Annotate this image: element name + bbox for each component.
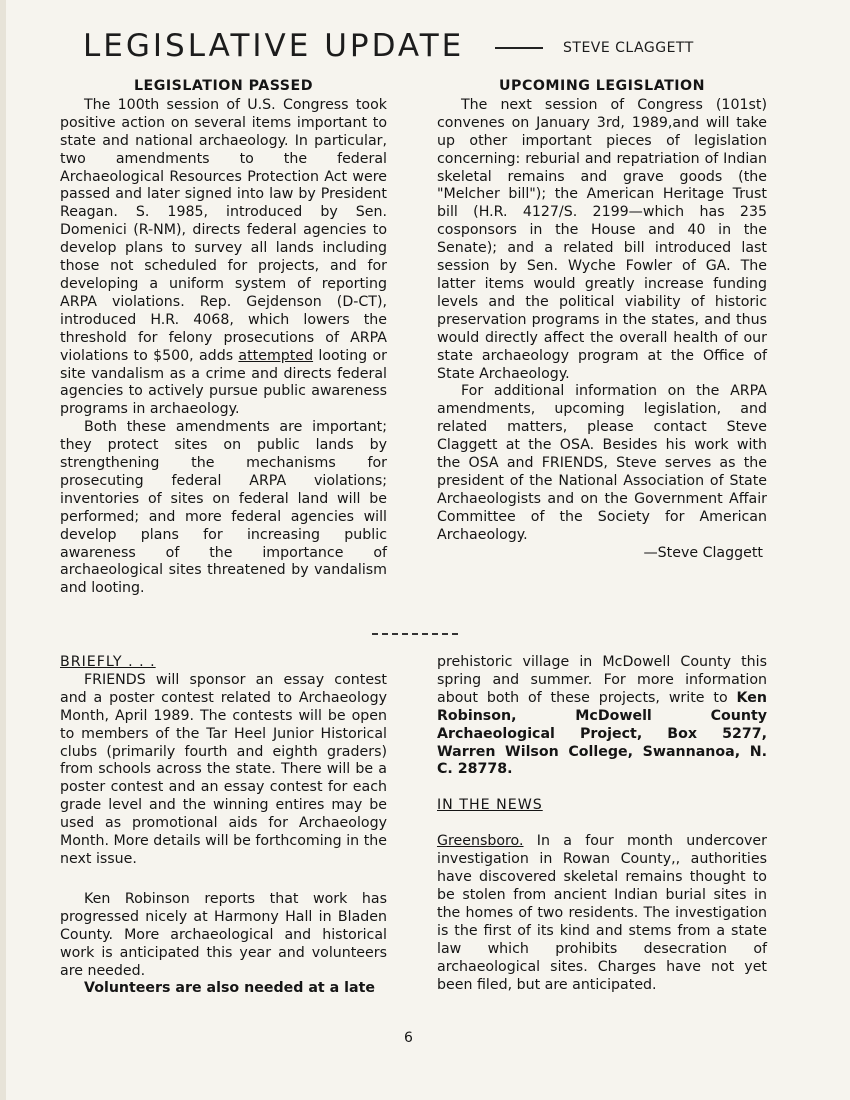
upcoming-legislation-column: [437, 78, 767, 562]
paragraph-text: prehistoric village in McDowell County this spring and summer. For more information about both of these projects, write to: [437, 654, 767, 706]
legislation-passed-column: [60, 78, 387, 598]
briefly-continued-column: [437, 654, 767, 994]
upcoming-legislation-paragraph-1: The next session of Congress (101st) convenes on January 3rd, 1989,and will take up other important pieces of legislation concerning: reburial and repatriation of Indian skeletal remains and grave goods (the "Melcher bill"); the American Heritage Trust bill (H.R. 4127/S. 2199—which has 235 cosponsors in the House and 40 in the Senate); and a related bill introduced last session by Sen. Wyche Fowler of GA. The latter items would greatly increase funding levels and the political viability of historic preservation programs in the states, and thus would directly affect the overall health of our state archaeology program at the Office of State Archaeology.: [437, 96, 767, 382]
paragraph-text: In a four month undercover investigation in Rowan County,, authorities have discovered skeletal remains thought to be stolen from ancient Indian burial sites in the homes of two residents. The investigation is the first of its kind and stems from a state law which prohibits desecration of archaeological sites. Charges have not yet been filed, but are anticipated.: [437, 833, 767, 993]
spacer: [437, 815, 767, 833]
briefly-paragraph-1: FRIENDS will sponsor an essay contest and a poster contest related to Archaeology Month, April 1989. The contests will be open to members of the Tar Heel Junior Historical clubs (primarily fourth and eighth graders) from schools across the state. There will be a poster contest and an essay contest for each grade level and the winning entires may be used as promotional aids for Archaeology Month. More details will be forthcoming in the next issue.: [60, 671, 387, 867]
legislation-passed-paragraph-1: [60, 97, 387, 419]
briefly-paragraph-3: Volunteers are also needed at a late: [84, 980, 375, 997]
section-divider: [372, 633, 458, 635]
attempted-underlined: attempted: [238, 347, 314, 364]
page-number: 6: [404, 1030, 413, 1046]
page-edge: [0, 0, 6, 1100]
upcoming-legislation-paragraph-2: For additional information on the ARPA amendments, upcoming legislation, and related matters, please contact Steve Claggett at the OSA. Besides his work with the OSA and FRIENDS, Steve serves as the president of the National Association of State Archaeologists and on the Government Affair Committee of the Society for American Archaeology.: [437, 383, 767, 543]
briefly-paragraph-2: Ken Robinson reports that work has progressed nicely at Harmony Hall in Bladen County. More archaeological and historical work is anticipated this year and volunteers are needed.: [60, 890, 387, 979]
paragraph-text: looting or site vandalism as a crime and directs federal agencies to actively pursue public awareness programs in archaeology.: [60, 347, 388, 418]
upcoming-legislation-heading: UPCOMING LEGISLATION: [499, 78, 705, 94]
paragraph-text: The 100th session of U.S. Congress took positive action on several items important to state and national archaeology. In particular, two amendments to the federal Archaeological Resources Protection Act were passed and later signed into law by President Reagan. S. 1985, introduced by Sen. Domenici (R-NM), directs federal agencies to develop plans to survey all lands including those not scheduled for projects, and for developing a uniform system of reporting ARPA violations. Rep. Gejdenson (D-CT), introduced H.R. 4068, which lowers the threshold for felony prosecutions of ARPA violations to $500, adds: [60, 96, 387, 364]
legislation-passed-paragraph-2: Both these amendments are important; they protect sites on public lands by strengthening the mechanisms for prosecuting federal ARPA violations; inventories of sites on federal land will be performed; and more federal agencies will develop plans for increasing public awareness of the importance of archaeological sites threatened by vandalism and looting.: [60, 419, 387, 597]
spacer: [60, 869, 387, 891]
contact-address: Ken Robinson, McDowell County Archaeological Project, Box 5277, Warren Wilson College, Swannanoa, N. C. 28778.: [437, 689, 767, 778]
briefly-continued-paragraph: [437, 654, 767, 779]
news-paragraph: [437, 833, 767, 994]
news-dateline: Greensboro.: [437, 833, 524, 850]
briefly-column: [60, 654, 387, 998]
byline: STEVE CLAGGETT: [563, 40, 694, 56]
page-title: LEGISLATIVE UPDATE: [83, 28, 465, 64]
in-the-news-heading: IN THE NEWS: [437, 797, 543, 814]
spacer: [437, 779, 767, 797]
signature: —Steve Claggett: [643, 544, 763, 561]
title-dash: [495, 47, 543, 49]
legislation-passed-heading: LEGISLATION PASSED: [134, 78, 313, 94]
briefly-heading: BRIEFLY . . .: [60, 654, 156, 670]
